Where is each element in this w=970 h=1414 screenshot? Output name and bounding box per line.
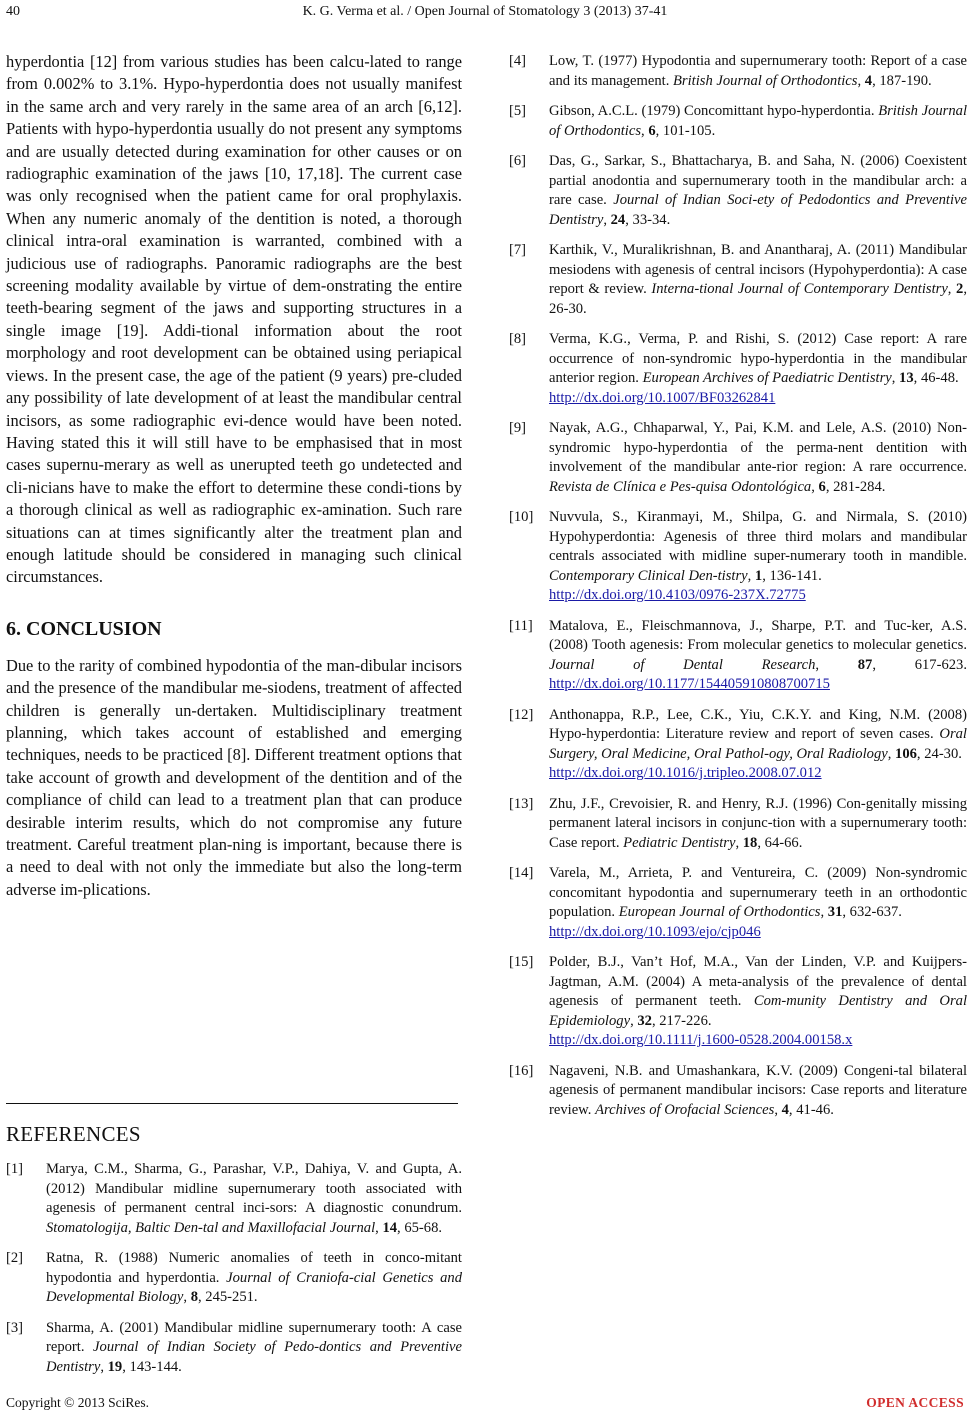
references-list-left: [6, 1160, 462, 1388]
reference-item: [1] Marya, C.M., Sharma, G., Parashar, V.P., Dahiya, V. and Gupta, A. (2012) Mandibular midline supernumerary tooth associated with agenesis of permanent central inci-sors: A diagnostic conundrum. Stomatologija, Baltic Den-tal and Maxillofacial Journal, 14, 65-68.: [6, 1161, 462, 1236]
reference-number: [15]: [509, 954, 534, 970]
reference-volume: 106: [895, 745, 917, 762]
reference-journal: Journal of Indian Soci-ety of Pedodontics and Preventive Dentistry: [549, 192, 967, 228]
reference-pages: , 217-226.: [651, 1012, 712, 1029]
reference-text: Sharma, A. (2001) Mandibular midline supernumerary tooth: A case report.: [46, 1319, 462, 1355]
reference-item: [9] Nayak, A.G., Chhaparwal, Y., Pai, K.M. and Lele, A.S. (2010) Non-syndromic hypo-hyperdontia of the perma-nent dentition with involvement of the mandibular ante-rior region: A rare occurrence. Revista de Clínica e Pes-quisa Odontológica, 6, 281-284.: [509, 420, 967, 495]
reference-text: Anthonappa, R.P., Lee, C.K., Yiu, C.K.Y. and King, N.M. (2008) Hypo-hyperdontia: Literature review and report of seven cases.: [549, 706, 967, 742]
body-paragraph-conclusion: Due to the rarity of combined hypodontia of the man-dibular incisors and the presence of the mandibular me-siodens, treatment of affected children is generally un-dertaken. Multidisciplinary treatment planning, which takes account of established and emerging techniques, needs to be practiced [8]. Different treatment options that take account of growth and development of the dentition and of the compliance of child can lead to a treatment plan that can produce desirable interim results, which do not compromise any future treatment. Careful treatment plan-ning is important, because there is a need to deal with not only the immediate but also the long-term adverse im-plications.: [6, 655, 462, 899]
reference-volume: 24: [610, 211, 626, 228]
reference-journal: Journal of Indian Society of Pedo-dontics and Preventive Dentistry: [46, 1339, 462, 1375]
reference-volume: 8: [190, 1289, 198, 1305]
reference-text: Matalova, E., Fleischmannova, J., Sharpe, P.T. and Tuc-ker, A.S. (2008) Tooth agenesis: From molecular genetics to molecular genetics.: [549, 617, 967, 653]
reference-text: Polder, B.J., Van’t Hof, M.A., Van der Linden, V.P. and Kuijpers-Jagtman, A.M. (2004) A meta-analysis of the prevalence of dental agenesis of permanent teeth.: [549, 954, 967, 1009]
reference-volume: 4: [864, 72, 873, 89]
reference-volume: 6: [818, 478, 826, 495]
reference-item: [16] Nagaveni, N.B. and Umashankara, K.V. (2009) Congeni-tal bilateral agenesis of permanent mandibular incisors: Case reports and literature review. Archives of Orofacial Sciences, 4, 41-46.: [509, 1062, 967, 1118]
reference-text: Varela, M., Arrieta, P. and Ventureira, C. (2009) Non-syndromic concomitant hypodontia and supernumerary teeth in an orthodontic population.: [549, 865, 967, 920]
reference-item: [14] Varela, M., Arrieta, P. and Ventureira, C. (2009) Non-syndromic concomitant hypodontia and supernumerary teeth in an orthodontic population. European Journal of Orthodontics, 31, 632-637. http://dx.doi.org/10.1093/ejo/cjp046: [509, 864, 967, 942]
reference-journal: Journal of Dental Research: [549, 656, 816, 673]
reference-item: [4] Low, T. (1977) Hypodontia and supernumerary tooth: Report of a case and its management. British Journal of Orthodontics, 4, 187-190.: [509, 53, 967, 89]
reference-text: Ratna, R. (1988) Numeric anomalies of teeth in conco-mitant hypodontia and hyperdontia.: [46, 1250, 462, 1286]
reference-journal: Journal of Craniofa-cial Genetics and Developmental Biology: [46, 1269, 462, 1305]
reference-pages: , 101-105.: [655, 122, 716, 139]
reference-number: [6]: [509, 153, 527, 169]
reference-item: [12] Anthonappa, R.P., Lee, C.K., Yiu, C.K.Y. and King, N.M. (2008) Hypo-hyperdontia: Literature review and report of seven cases. Oral Surgery, Oral Medicine, Oral Pathol-ogy, Oral Radiology, 106, 24-30. http://dx.doi.org/10.1016/j.tripleo.2008.07.012: [509, 706, 967, 784]
reference-text: Gibson, A.C.L. (1979) Concomittant hypo-hyperdontia.: [549, 103, 879, 119]
page-footer: [0, 1394, 970, 1414]
left-column: [6, 51, 462, 901]
reference-text: Low, T. (1977) Hypodontia and supernumerary tooth: Report of a case and its management.: [549, 53, 967, 89]
reference-item: [6] Das, G., Sarkar, S., Bhattacharya, B. and Saha, N. (2006) Coexistent partial anodontia and supernumerary tooth in the mandibular arch: a rare case. Journal of Indian Soci-ety of Pedodontics and Preventive Dentistry, 24, 33-34.: [509, 153, 967, 228]
reference-item: [15] Polder, B.J., Van’t Hof, M.A., Van der Linden, V.P. and Kuijpers-Jagtman, A.M. (2004) A meta-analysis of the prevalence of dental agenesis of permanent teeth. Com-munity Dentistry and Oral Epidemiology, 32, 217-226. http://dx.doi.org/10.1111/j.1600-0528.2004.00158.x: [509, 953, 967, 1051]
reference-doi-link[interactable]: http://dx.doi.org/10.1016/j.tripleo.2008.07.012: [549, 765, 822, 781]
reference-number: [13]: [509, 795, 534, 812]
reference-volume: 1: [754, 567, 763, 584]
reference-volume: 31: [827, 904, 843, 920]
references-list-right: [509, 52, 967, 1131]
reference-number: [8]: [509, 331, 527, 347]
open-access-label: OPEN ACCESS: [866, 1395, 964, 1410]
reference-journal: Contemporary Clinical Den-tistry: [549, 567, 748, 584]
copyright-notice: Copyright © 2013 SciRes.: [6, 1395, 150, 1410]
reference-pages: , 64-66.: [757, 834, 803, 851]
reference-journal: British Journal of Orthodontics: [549, 103, 967, 139]
reference-number: [10]: [509, 509, 534, 525]
reference-pages: , 617-623.: [872, 656, 967, 673]
reference-item: [3] Sharma, A. (2001) Mandibular midline supernumerary tooth: A case report. Journal of Indian Society of Pedo-dontics and Preventive Dentistry, 19, 143-144.: [6, 1319, 462, 1375]
reference-journal: Oral Surgery, Oral Medicine, Oral Pathol-ogy, Oral Radiology: [549, 726, 967, 762]
reference-journal: European Journal of Orthodontics: [618, 904, 821, 920]
reference-item: [13] Zhu, J.F., Crevoisier, R. and Henry, R.J. (1996) Con-genitally missing permanent lateral incisors in conjunc-tion with a supernumerary tooth: Case report. Pediatric Dentistry, 18, 64-66.: [509, 795, 967, 851]
reference-text: Nagaveni, N.B. and Umashankara, K.V. (2009) Congeni-tal bilateral agenesis of permanent mandibular incisors: Case reports and literature review.: [549, 1062, 967, 1118]
reference-number: [12]: [509, 706, 534, 723]
reference-text: Verma, K.G., Verma, P. and Rishi, S. (2012) Case report: A rare occurrence of non-syndromic hypo-hyperdontia in the mandibular anterior region.: [549, 331, 967, 386]
reference-pages: , 245-251.: [197, 1289, 258, 1305]
reference-journal: Com-munity Dentistry and Oral Epidemiology: [549, 993, 967, 1029]
reference-number: [2]: [6, 1250, 24, 1266]
reference-number: [7]: [509, 242, 527, 258]
reference-doi-link[interactable]: http://dx.doi.org/10.1007/BF03262841: [549, 389, 776, 406]
reference-item: [8] Verma, K.G., Verma, P. and Rishi, S. (2012) Case report: A rare occurrence of non-syndromic hypo-hyperdontia in the mandibular anterior region. European Archives of Paediatric Dentistry, 13, 46-48. http://dx.doi.org/10.1007/BF03262841: [509, 330, 967, 408]
reference-journal: European Archives of Paediatric Dentistry: [642, 370, 892, 386]
body-paragraph-discussion: hyperdontia [12] from various studies has been calcu-lated to range from 0.002% to 3.1%. Hypo-hyperdontia does not usually manifest in the same arch and very rarely in the same area of an arch [6,12]. Patients with hypo-hyperdontia usually do not present any symptoms and are usually detected during examination for other causes or on radiographic examination of the jaws [10, 17,18]. The current case was only recognised when the patient came for oral prophylaxis. When any numeric anomaly of the dentition is noted, a thorough clinical intra-oral examination is warranted, combined with a judicious use of radiographs. Panoramic radiographs are the best screening modality available by virtue of dem-onstrating the entire teeth-bearing segment of the jaws and supporting structures in a single image [19]. Addi-tional information about the root morphology and root development can be obtained using periapical views. In the present case, the age of the patient (9 years) pre-cluded any possibility of late development of at least the mandibular central incisors, as some radiographic evi-dence would have been noted. Having stated this it will still have to be emphasised that in most cases supernu-merary as well as unerupted teeth go undetected and cli-nicians have to make the effort to determine these condi-tions by a thorough clinical as well as radiographic ex-amination. Such rare situations can at times significantly alter the treatment plan and enough latitude should be considered in managing such clinical circumstances.: [6, 52, 462, 587]
reference-number: [9]: [509, 420, 527, 436]
reference-volume: 19: [107, 1358, 123, 1375]
reference-pages: , 33-34.: [625, 211, 671, 228]
reference-journal: Archives of Orofacial Sciences: [595, 1101, 775, 1118]
reference-doi-link[interactable]: http://dx.doi.org/10.1111/j.1600-0528.2004.00158.x: [549, 1032, 853, 1048]
reference-number: [16]: [509, 1062, 534, 1079]
reference-volume: 13: [899, 370, 914, 386]
reference-text: Karthik, V., Muralikrishnan, B. and Anantharaj, A. (2011) Mandibular mesiodens with agenesis of central incisors (Hypohyperdontia): A case report & review.: [549, 242, 967, 297]
reference-text: Nayak, A.G., Chhaparwal, Y., Pai, K.M. and Lele, A.S. (2010) Non-syndromic hypo-hyperdontia of the perma-nent dentition with involvement of the mandibular ante-rior region: A rare occurrence.: [549, 420, 967, 475]
reference-pages: , 24-30.: [916, 745, 962, 762]
reference-pages: , 187-190.: [872, 72, 932, 89]
reference-item: [7] Karthik, V., Muralikrishnan, B. and Anantharaj, A. (2011) Mandibular mesiodens with agenesis of central incisors (Hypohyperdontia): A case report & review. Interna-tional Journal of Contemporary Dentistry, 2, 26-30.: [509, 242, 967, 317]
reference-item: [2] Ratna, R. (1988) Numeric anomalies of teeth in conco-mitant hypodontia and hyperdontia. Journal of Craniofa-cial Genetics and Developmental Biology, 8, 245-251.: [6, 1250, 462, 1305]
reference-pages: , 136-141.: [762, 567, 822, 584]
reference-journal: Stomatologija, Baltic Den-tal and Maxillofacial Journal: [46, 1219, 376, 1236]
reference-volume: 87: [857, 656, 873, 673]
page-number: 40: [6, 4, 20, 19]
reference-item: [5] Gibson, A.C.L. (1979) Concomittant hypo-hyperdontia. British Journal of Orthodontics, 6, 101-105.: [509, 103, 967, 139]
reference-volume: 18: [742, 834, 758, 851]
reference-journal: British Journal of Orthodontics: [673, 72, 858, 89]
reference-pages: , 143-144.: [122, 1358, 182, 1375]
references-divider: [6, 1103, 458, 1104]
reference-number: [14]: [509, 865, 534, 881]
reference-item: [10] Nuvvula, S., Kiranmayi, M., Shilpa, G. and Nirmala, S. (2010) Hypohyperdontia: Agenesis of three third molars and mandibular centrals associated with midline super-numerary tooth in mandible. Contemporary Clinical Den-tistry, 1, 136-141. http://dx.doi.org/10.4103/0976-237X.72775: [509, 508, 967, 606]
reference-pages: , 65-68.: [397, 1219, 443, 1236]
reference-text: Marya, C.M., Sharma, G., Parashar, V.P., Dahiya, V. and Gupta, A. (2012) Mandibular midline supernumerary tooth associated with agenesis of permanent central inci-sors: A diagnostic conundrum.: [46, 1161, 462, 1216]
reference-volume: 2: [956, 281, 964, 297]
reference-doi-link[interactable]: http://dx.doi.org/10.4103/0976-237X.72775: [549, 587, 806, 603]
reference-volume: 14: [382, 1219, 398, 1236]
reference-journal: Revista de Clínica e Pes-quisa Odontológica: [549, 478, 812, 495]
reference-text: Das, G., Sarkar, S., Bhattacharya, B. and Saha, N. (2006) Coexistent partial anodontia and supernumerary tooth in the mandibular arch: a rare case.: [549, 153, 967, 208]
reference-number: [11]: [509, 617, 533, 634]
reference-number: [1]: [6, 1161, 24, 1177]
reference-volume: 6: [648, 122, 656, 139]
reference-pages: , 281-284.: [825, 478, 886, 495]
reference-text: Zhu, J.F., Crevoisier, R. and Henry, R.J. (1996) Con-genitally missing permanent lateral incisors in conjunc-tion with a supernumerary tooth: Case report.: [549, 795, 967, 851]
reference-number: [3]: [6, 1319, 24, 1336]
reference-doi-link[interactable]: http://dx.doi.org/10.1177/154405910808700715: [549, 676, 830, 692]
reference-number: [5]: [509, 103, 527, 119]
reference-pages: , 46-48.: [913, 370, 959, 386]
reference-journal: Interna-tional Journal of Contemporary Dentistry: [651, 281, 948, 297]
reference-item: [11] Matalova, E., Fleischmannova, J., Sharpe, P.T. and Tuc-ker, A.S. (2008) Tooth agenesis: From molecular genetics to molecular genetics. Journal of Dental Research, 87, 617-623. http://dx.doi.org/10.1177/154405910808700715: [509, 617, 967, 692]
reference-volume: 4: [781, 1101, 789, 1118]
reference-journal: Pediatric Dentistry: [623, 834, 736, 851]
references-heading: REFERENCES: [6, 1122, 141, 1146]
reference-text: Nuvvula, S., Kiranmayi, M., Shilpa, G. and Nirmala, S. (2010) Hypohyperdontia: Agenesis of three third molars and mandibular centrals associated with midline super-numerary tooth in mandible.: [549, 509, 967, 564]
conclusion-heading: 6. CONCLUSION: [6, 617, 162, 640]
reference-volume: 32: [637, 1012, 652, 1029]
reference-pages: , 632-637.: [842, 904, 902, 920]
reference-number: [4]: [509, 53, 527, 69]
reference-pages: , 41-46.: [788, 1101, 834, 1118]
reference-pages: , 26-30.: [549, 281, 967, 317]
running-head: K. G. Verma et al. / Open Journal of Stomatology 3 (2013) 37-41: [302, 4, 668, 19]
page-header: [0, 0, 970, 24]
reference-doi-link[interactable]: http://dx.doi.org/10.1093/ejo/cjp046: [549, 923, 761, 940]
